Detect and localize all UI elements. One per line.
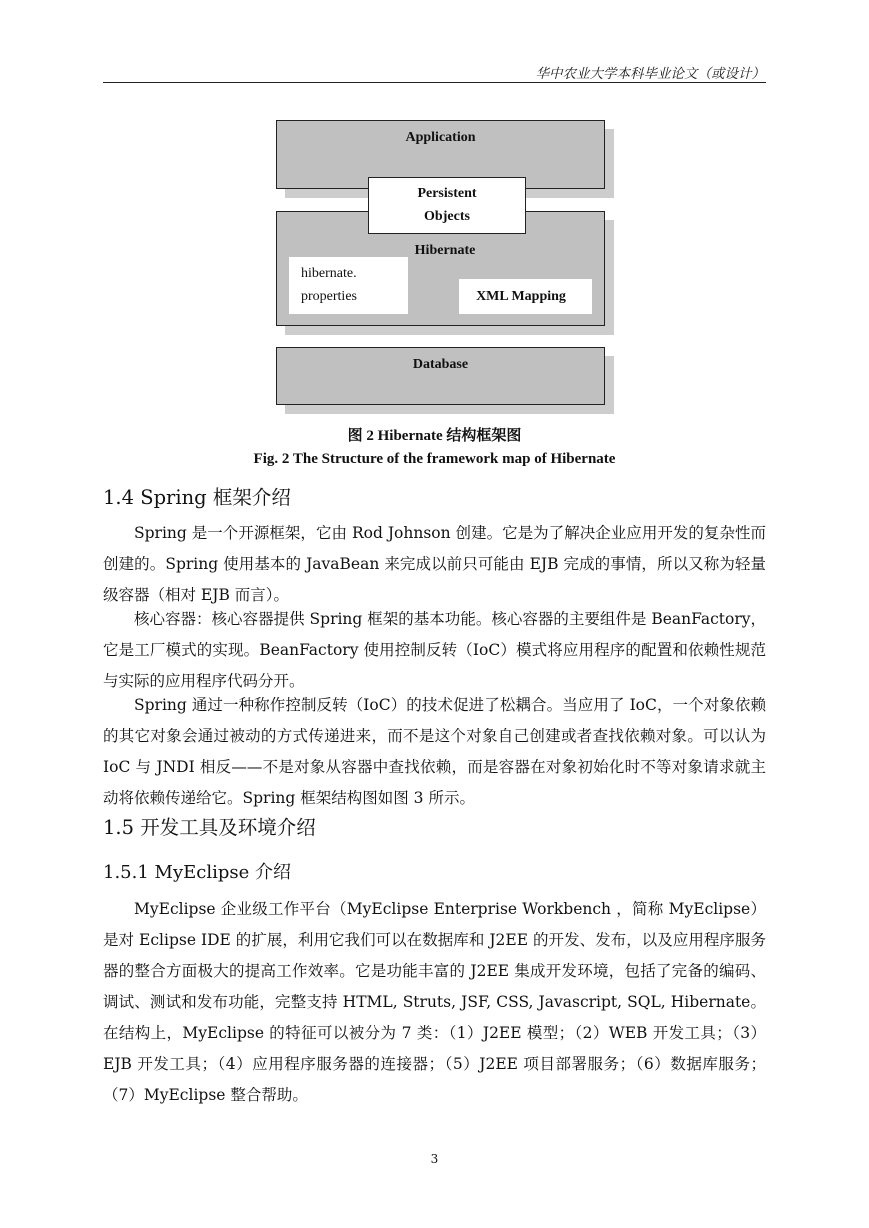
properties-line2: properties bbox=[301, 289, 357, 304]
hibernate-label: Hibernate bbox=[414, 243, 476, 258]
xml-mapping-label: XML Mapping bbox=[476, 289, 566, 304]
persistent-objects-line1: Persistent bbox=[417, 186, 477, 201]
page-number: 3 bbox=[430, 1152, 439, 1166]
figure-caption-en: Fig. 2 The Structure of the framework map of Hibernate bbox=[253, 451, 616, 467]
section-1-5-1-paragraph-1: MyEclipse 企业级工作平台（MyEclipse Enterprise Workbench ，简称 MyEclipse）是对 Eclipse IDE 的扩展，利用它我们可以在数据库和 J2EE 的开发、发布，以及应用程序服务器的整合方面极大的提高工作效率。它是功能丰富的 J2EE 集成开发环境，包括了完备的编码、调试、测试和发布功能，完整支持 HTML, Struts, JSF, CSS, Javascript, SQL, Hibernate。在结构上，MyEclipse 的特征可以被分为 7 类：（1）J2EE 模型；（2）WEB 开发工具；（3）EJB 开发工具；（4）应用程序服务器的连接器；（5）J2EE 项目部署服务；（6）数据库服务；（7）MyEclipse 整合帮助。 bbox=[103, 900, 766, 1104]
application-label: Application bbox=[405, 130, 476, 145]
section-1-4-heading: 1.4 Spring 框架介绍 bbox=[103, 486, 291, 509]
properties-line1: hibernate. bbox=[301, 266, 357, 281]
section-1-5-1-heading: 1.5.1 MyEclipse 介绍 bbox=[103, 862, 291, 883]
running-header: 华中农业大学本科毕业论文（或设计） bbox=[535, 66, 765, 82]
section-1-4-paragraph-2: 核心容器：核心容器提供 Spring 框架的基本功能。核心容器的主要组件是 BeanFactory，它是工厂模式的实现。BeanFactory 使用控制反转（IoC）模式将应用程序的配置和依赖性规范与实际的应用程序代码分开。 bbox=[103, 610, 766, 690]
figure-caption-cn: 图 2 Hibernate 结构框架图 bbox=[347, 428, 522, 444]
section-1-4-paragraph-1: Spring 是一个开源框架，它由 Rod Johnson 创建。它是为了解决企业应用开发的复杂性而创建的。Spring 使用基本的 JavaBean 来完成以前只可能由 EJB 完成的事情，所以又称为轻量级容器（相对 EJB 而言）。 bbox=[103, 524, 766, 604]
section-1-4-paragraph-3: Spring 通过一种称作控制反转（IoC）的技术促进了松耦合。当应用了 IoC，一个对象依赖的其它对象会通过被动的方式传递进来，而不是这个对象自己创建或者查找依赖对象。可以认为 IoC 与 JNDI 相反——不是对象从容器中查找依赖，而是容器在对象初始化时不等对象请求就主动将依赖传递给它。Spring 框架结构图如图 3 所示。 bbox=[103, 696, 767, 807]
persistent-objects-line2: Objects bbox=[424, 209, 470, 224]
section-1-5-heading: 1.5 开发工具及环境介绍 bbox=[103, 816, 316, 839]
database-label: Database bbox=[412, 357, 469, 372]
database-box bbox=[276, 347, 605, 405]
hibernate-architecture-diagram bbox=[0, 0, 869, 420]
